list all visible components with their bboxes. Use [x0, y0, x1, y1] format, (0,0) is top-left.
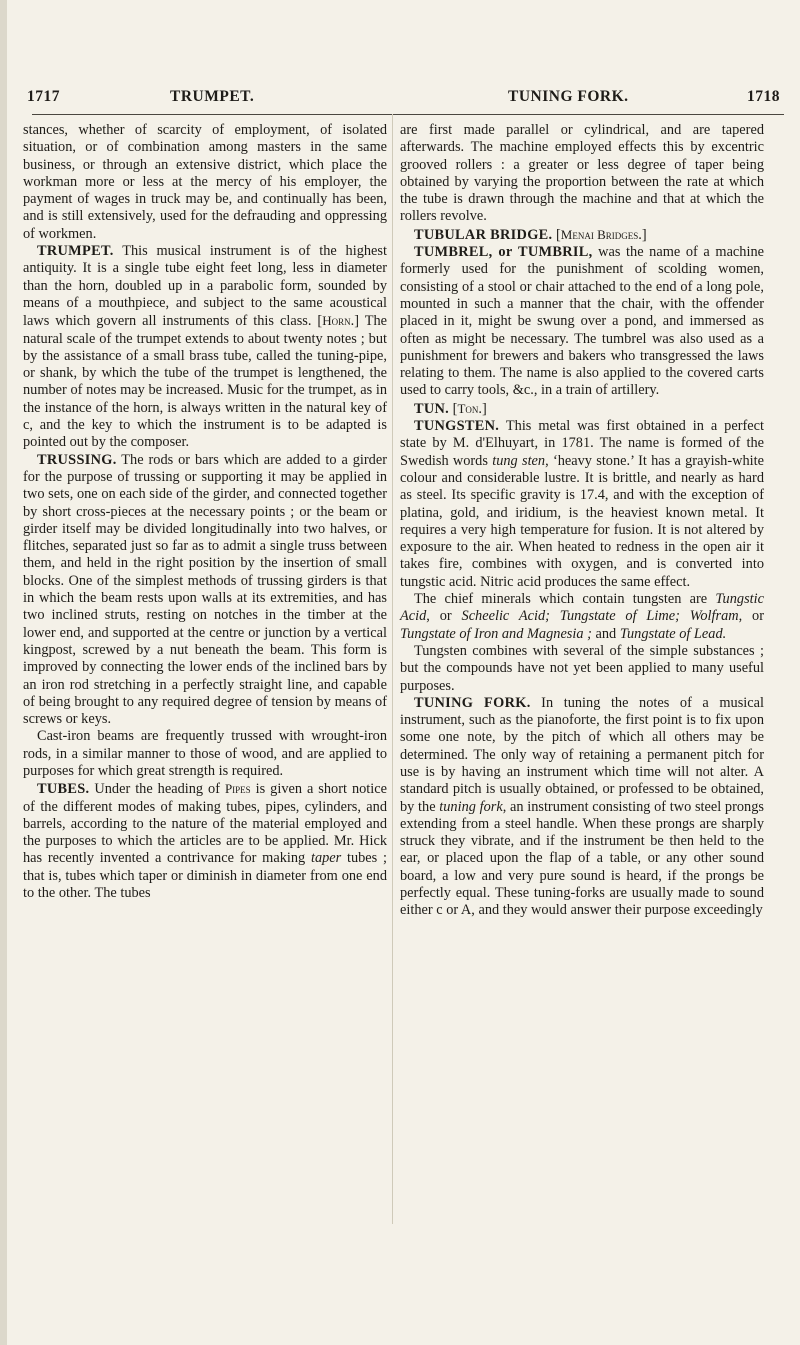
paragraph [23, 122, 387, 243]
body-text: .] The natural scale of the trumpet extends to about twenty notes ; but by the assistance of a small brass tube, called the tuning-pipe, or shank, by which the tube of the trumpet is lengthened, the number of notes may be increased. Music for the trumpet, as in the instance of the horn, is always written in the natural key of c, and the key to which the instrument is to be adapted is pointed out by the composer. [23, 313, 387, 451]
paragraph [400, 226, 764, 244]
paragraph [400, 244, 764, 400]
cross-reference: Pipes [224, 781, 251, 797]
body-text: tubes ; that is, tubes which taper or diminish in diameter from one end to the other. The tubes [23, 850, 387, 902]
entry-headword: TUNGSTEN. [414, 418, 500, 435]
paragraph [400, 418, 764, 591]
left-running-title: TRUMPET. [170, 88, 255, 105]
entry-headword: TUBES. [37, 781, 90, 798]
body-text: This metal was first obtained in a perfect state by M. d'Elhuyart, in 1781. The name is formed of the Swedish words [400, 418, 764, 469]
body-text: , ‘heavy stone.’ It has a grayish-white colour and considerable lustre. It is brittle, and nearly as hard as steel. Its specific gravity is 17.4, and with the exception of platina, gold, and iridium, is the heaviest known metal. It requires a very high temperature for fusion. It is not altered by exposure to the air. When heated to redness in the open air it takes fire, combines with oxygen, and is converted into tungstic acid. Nitric acid produces the same effect. [400, 452, 764, 590]
italic-text: Scheelic Acid; Tungstate of Lime; Wolfram [461, 608, 739, 625]
body-text: Tungsten combines with several of the simple substances ; but the compounds have not yet been applied to many useful purposes. [400, 642, 764, 694]
body-text: , or [738, 608, 764, 625]
body-text: and [591, 625, 620, 642]
paragraph [400, 122, 764, 226]
column-divider [392, 114, 393, 1224]
entry-headword: TUBULAR BRIDGE. [414, 226, 553, 243]
cross-reference: Horn [322, 313, 351, 329]
paragraph [400, 695, 764, 920]
italic-text: taper [310, 850, 342, 867]
body-text: Cast-iron beams are frequently trussed with wrought-iron rods, in a similar manner to those of wood, and are applied to purposes for which great strength is required. [23, 728, 387, 779]
right-running-title: TUNING FORK. [508, 88, 629, 105]
italic-text: Tungstate of Iron and Magnesia ; [400, 625, 592, 642]
paragraph [400, 400, 764, 418]
right-page-number: 1718 [747, 88, 780, 105]
italic-text: Tungstic Acid [400, 591, 764, 625]
cross-reference: Menai Bridges [560, 226, 639, 242]
body-text: [ [552, 226, 561, 243]
paragraph [400, 591, 764, 643]
paragraph [23, 243, 387, 452]
body-text: The chief minerals which contain tungsten are [414, 591, 716, 608]
body-text: , or [426, 608, 462, 625]
italic-text: tuning fork [439, 798, 503, 815]
body-text: stances, whether of scarcity of employment, of isolated situation, or of combination among masters in the same business, or through an extensive district, which place the workman more or less at the mercy of his employer, the payment of wages in truck may be, and continually has been, and is still extensively, used for the defrauding and oppressing of workmen. [23, 122, 387, 242]
entry-headword: TUN. [414, 400, 450, 417]
entry-headword: TRUSSING. [37, 451, 117, 468]
body-text: .] [638, 226, 647, 243]
body-text: Under the heading of [89, 781, 225, 798]
body-text: The rods or bars which are added to a girder for the purpose of trussing or supporting it may be applied in two sets, one on each side of the girder, and connected together by short cross-pieces at the necessary points ; or the beam or girder itself may be divided longitudinally into two halves, or flitches, separated just so far as to admit a single truss between them, and held in the right position by the insertion of small blocks. One of the simplest methods of trussing girders is that in which the beam rests upon walls at its extremities, and has two inclined struts, resting on notches in the timber at the lower end, and supported at the centre or junction by a vertical kingpost, screwed by a nut beneath the beam. This form is improved by connecting the lower ends of the inclined bars by an iron rod stretching in a perfectly straight line, and capable of being brought to any required degree of tension by means of screws or keys. [23, 451, 387, 728]
header-rule [32, 114, 784, 115]
body-text: was the name of a machine formerly used for the punishment of scolding women, consisting of a stool or chair attached to the end of a long pole, mounted in such a manner that the chair, with the offender placed in it, might be swung over a pond, and immersed as often as might be necessary. The tumbrel was also used as a punishment for brewers and bakers who transgressed the laws relating to them. The name is also applied to the covered carts used to carry tools, &c., in a train of artillery. [400, 244, 764, 399]
italic-text: Tungstate of Lead. [619, 625, 727, 642]
paragraph [23, 780, 387, 902]
body-text: are first made parallel or cylindrical, and are tapered afterwards. The machine employed effects this by excentric grooved rollers : a greater or less degree of taper being obtained by varying the proportion between the rate at which the tube is drawn through the machine and that at which the rollers revolve. [400, 122, 764, 225]
body-text: , an instrument consisting of two steel prongs extending from a steel handle. When these prongs are sharply struck they vibrate, and if the instrument be then held to the ear, or placed upon the flap of a table, or any other sound board, a low and very pure sound is heard, if the prongs be perfectly equal. These tuning-forks are usually made to sound either c or A, and they would answer their purpose exceedingly [400, 798, 764, 919]
body-text: [ [449, 400, 458, 417]
body-text: is given a short notice of the different modes of making tubes, pipes, cylinders, and barrels, according to the nature of the material employed and the purposes to which the articles are to be applied. Mr. Hick has recently invented a contrivance for making [23, 781, 387, 867]
paragraph [23, 728, 387, 780]
page-edge-shadow [0, 0, 7, 1345]
entry-headword: TUNING FORK. [414, 694, 531, 711]
left-page-number: 1717 [27, 88, 60, 105]
left-text-column [23, 122, 387, 902]
body-text: .] [478, 400, 487, 417]
body-text: This musical instrument is of the highest antiquity. It is a single tube eight feet long, less in diameter than the horn, doubled up in a parabolic form, sounded by means of a mouthpiece, and subject to the same acoustical laws which govern all instruments of this class. [ [23, 243, 387, 330]
right-text-column [400, 122, 764, 920]
body-text: In tuning the notes of a musical instrument, such as the pianoforte, the first point is to fix upon some one note, by the pitch of which all others may be determined. The only way of retaining a permanent pitch for use is by having an instrument which time will not alter. A standard pitch is usually obtained, or professed to be obtained, by the [400, 694, 764, 815]
paragraph [23, 452, 387, 729]
cross-reference: Ton [457, 400, 479, 416]
running-header [0, 88, 800, 110]
entry-headword: TRUMPET. [37, 243, 114, 260]
paragraph [400, 643, 764, 695]
entry-headword: TUMBREL, or TUMBRIL, [414, 244, 593, 261]
italic-text: tung sten [492, 452, 546, 469]
